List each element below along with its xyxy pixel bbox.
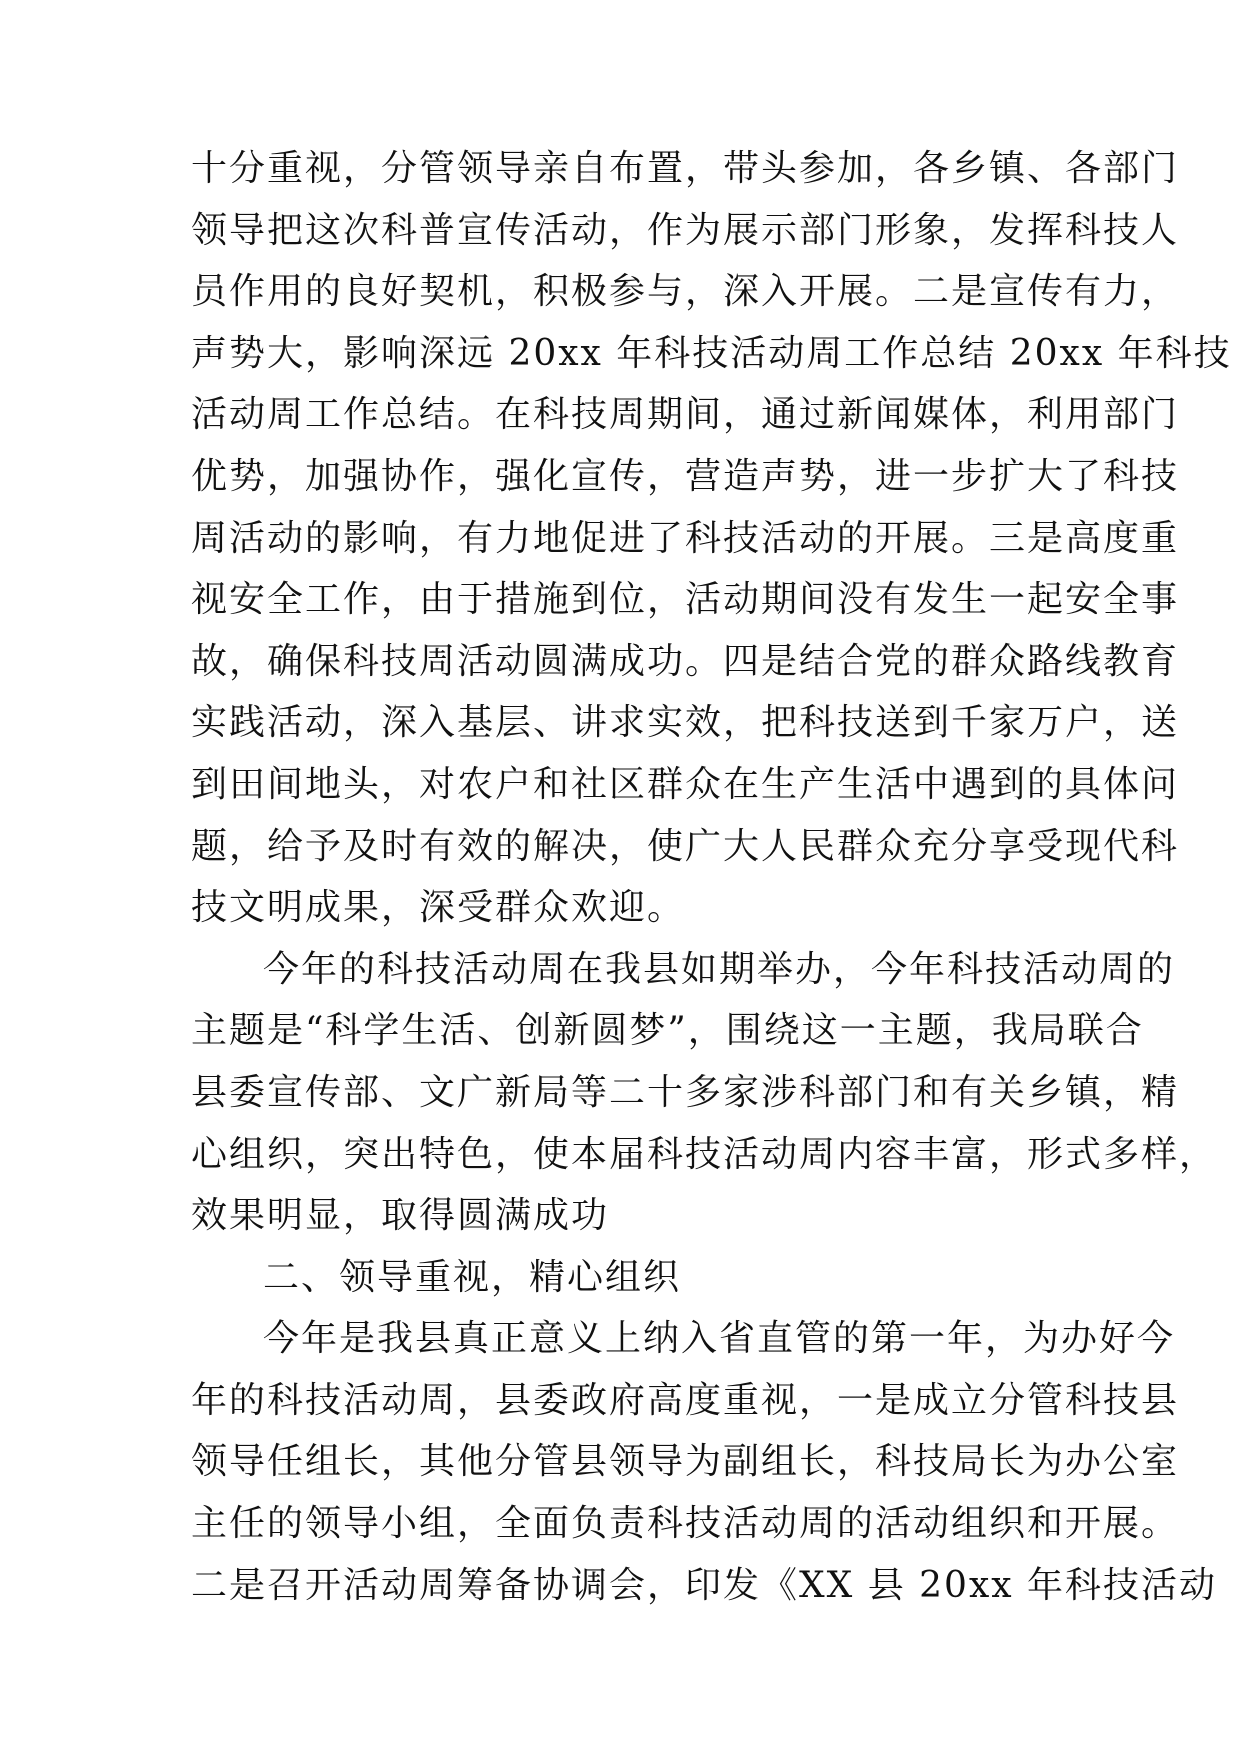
text-line: 到田间地头，对农户和社区群众在生产生活中遇到的具体问	[191, 763, 1180, 805]
text-line: 优势，加强协作，强化宣传，营造声势，进一步扩大了科技	[191, 455, 1180, 497]
paragraph-start-line: 今年的科技活动周在我县如期举办，今年科技活动周的	[263, 948, 1176, 990]
text-line: 心组织，突出特色，使本届科技活动周内容丰富，形式多样，	[191, 1133, 1218, 1175]
text-line: 实践活动，深入基层、讲求实效，把科技送到千家万户，送	[191, 702, 1180, 744]
text-line: 年的科技活动周，县委政府高度重视，一是成立分管科技县	[191, 1379, 1180, 1421]
paragraph-start-line: 今年是我县真正意义上纳入省直管的第一年，为办好今	[263, 1318, 1176, 1360]
text-line: 故，确保科技周活动圆满成功。四是结合党的群众路线教育	[191, 640, 1180, 682]
text-line: 视安全工作，由于措施到位，活动期间没有发生一起安全事	[191, 579, 1180, 621]
text-line: 技文明成果，深受群众欢迎。	[191, 887, 686, 929]
text-line: 题，给予及时有效的解决，使广大人民群众充分享受现代科	[191, 825, 1180, 867]
text-line: 领导任组长，其他分管县领导为副组长，科技局长为办公室	[191, 1441, 1180, 1483]
text-line: 县委宣传部、文广新局等二十多家涉科部门和有关乡镇，精	[191, 1071, 1180, 1113]
section-heading: 二、领导重视，精心组织	[263, 1256, 682, 1298]
text-line: 活动周工作总结。在科技周期间，通过新闻媒体，利用部门	[191, 394, 1180, 436]
text-line: 二是召开活动周筹备协调会，印发《XX 县 20xx 年科技活动	[191, 1564, 1218, 1606]
text-line: 声势大，影响深远 20xx 年科技活动周工作总结 20xx 年科技	[191, 332, 1232, 374]
text-line: 员作用的良好契机，积极参与，深入开展。二是宣传有力，	[191, 271, 1180, 313]
text-line: 效果明显，取得圆满成功	[191, 1195, 610, 1237]
text-line: 十分重视，分管领导亲自布置，带头参加，各乡镇、各部门	[191, 148, 1180, 189]
text-line: 主题是“科学生活、创新圆梦”，围绕这一主题，我局联合	[191, 1010, 1144, 1052]
text-line: 周活动的影响，有力地促进了科技活动的开展。三是高度重	[191, 517, 1180, 559]
body-text	[191, 138, 1232, 1616]
text-line: 领导把这次科普宣传活动，作为展示部门形象，发挥科技人	[191, 209, 1180, 251]
text-line: 主任的领导小组，全面负责科技活动周的活动组织和开展。	[191, 1503, 1180, 1545]
